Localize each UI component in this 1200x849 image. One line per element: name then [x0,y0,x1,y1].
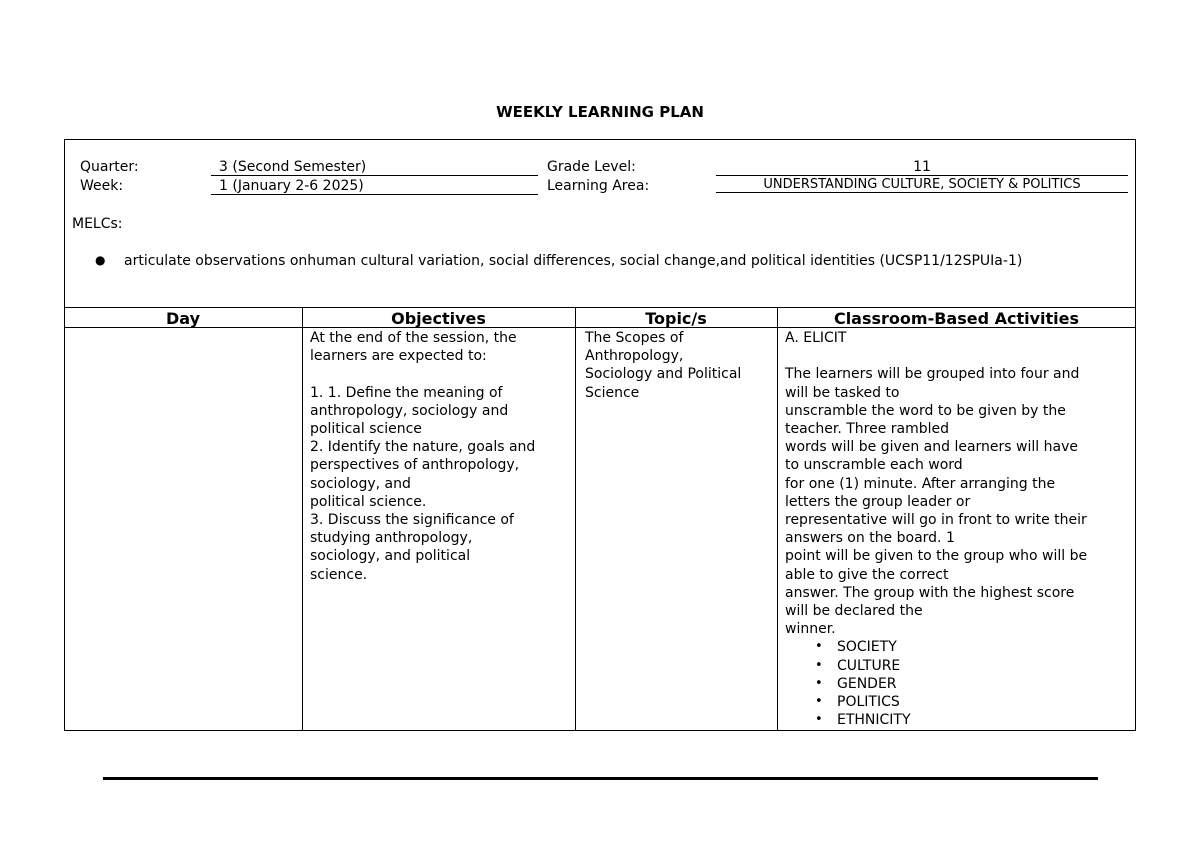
column-divider [575,307,576,731]
table-top-rule [64,307,1136,308]
list-item: • GENDER [785,675,1133,693]
objective-line: anthropology, sociology and [310,402,509,419]
document-title: WEEKLY LEARNING PLAN [496,103,704,121]
activity-line: for one (1) minute. After arranging the [785,475,1056,492]
quarter-value: 3 (Second Semester) [211,159,538,176]
activity-line: representative will go in front to write their [785,512,1087,529]
grade-level-value: 11 [716,159,1128,176]
header-topics: Topic/s [645,309,707,328]
list-item: • CULTURE [785,657,1133,675]
page-divider [103,777,1098,780]
objective-line: perspectives of anthropology, [310,457,520,474]
topic-line: Sociology and Political [585,366,742,383]
grade-level-label: Grade Level: [547,159,636,175]
objective-line: science. [310,566,368,583]
objective-line: 2. Identify the nature, goals and [310,439,536,456]
header-day: Day [165,309,200,328]
objective-line: 3. Discuss the significance of [310,512,514,529]
scrambled-words-list [785,638,1133,729]
activity-line: winner. [785,621,836,638]
topic-line: Anthropology, [585,348,684,365]
activities-cell [785,329,1133,729]
learning-area-value: UNDERSTANDING CULTURE, SOCIETY & POLITICS [716,177,1128,193]
activity-line: teacher. Three rambled [785,421,950,438]
topic-line: Science [585,384,640,401]
list-item: • ETHNICITY [785,711,1133,729]
objective-line: sociology, and [310,475,411,492]
activity-line: answer. The group with the highest score [785,584,1075,601]
learning-area-label: Learning Area: [547,178,650,194]
objective-line: political science. [310,493,427,510]
quarter-label: Quarter: [80,159,139,175]
objective-line: sociology, and political [310,548,471,565]
activity-line: The learners will be grouped into four and [785,366,1080,383]
objective-line: At the end of the session, the [310,330,517,346]
activity-line: unscramble the word to be given by the [785,402,1066,419]
column-divider [302,307,303,731]
melc-item: articulate observations onhuman cultural variation, social differences, social change,and political identities (UCSP11/12SPUIa-1) [124,253,1023,269]
activity-line: will be declared the [785,603,923,620]
activity-line: words will be given and learners will have [785,439,1078,456]
activity-line: point will be given to the group who will be [785,548,1088,565]
list-item: • SOCIETY [785,638,1133,656]
header-activities: Classroom-Based Activities [833,309,1080,328]
activity-line [785,347,1133,365]
objectives-cell [310,329,572,584]
activities-heading: A. ELICIT [785,330,847,346]
activity-line: able to give the correct [785,566,949,583]
objective-line: studying anthropology, [310,530,473,547]
week-label: Week: [80,178,124,194]
column-divider [777,307,778,731]
topic-line: The Scopes of [585,330,684,346]
header-objectives: Objectives [391,309,486,328]
objective-line [310,365,572,383]
objective-line: political science [310,421,422,438]
objective-line: 1. 1. Define the meaning of [310,384,503,401]
activity-line: to unscramble each word [785,457,963,474]
melcs-label: MELCs: [72,216,123,232]
objective-line: learners are expected to: [310,348,487,365]
activity-line: will be tasked to [785,384,900,401]
list-item: • POLITICS [785,693,1133,711]
activity-line: answers on the board. 1 [785,530,955,547]
topic-cell [585,329,775,402]
melc-bullet-icon: ● [95,253,106,267]
week-value: 1 (January 2-6 2025) [211,178,538,195]
activity-line: letters the group leader or [785,493,971,510]
